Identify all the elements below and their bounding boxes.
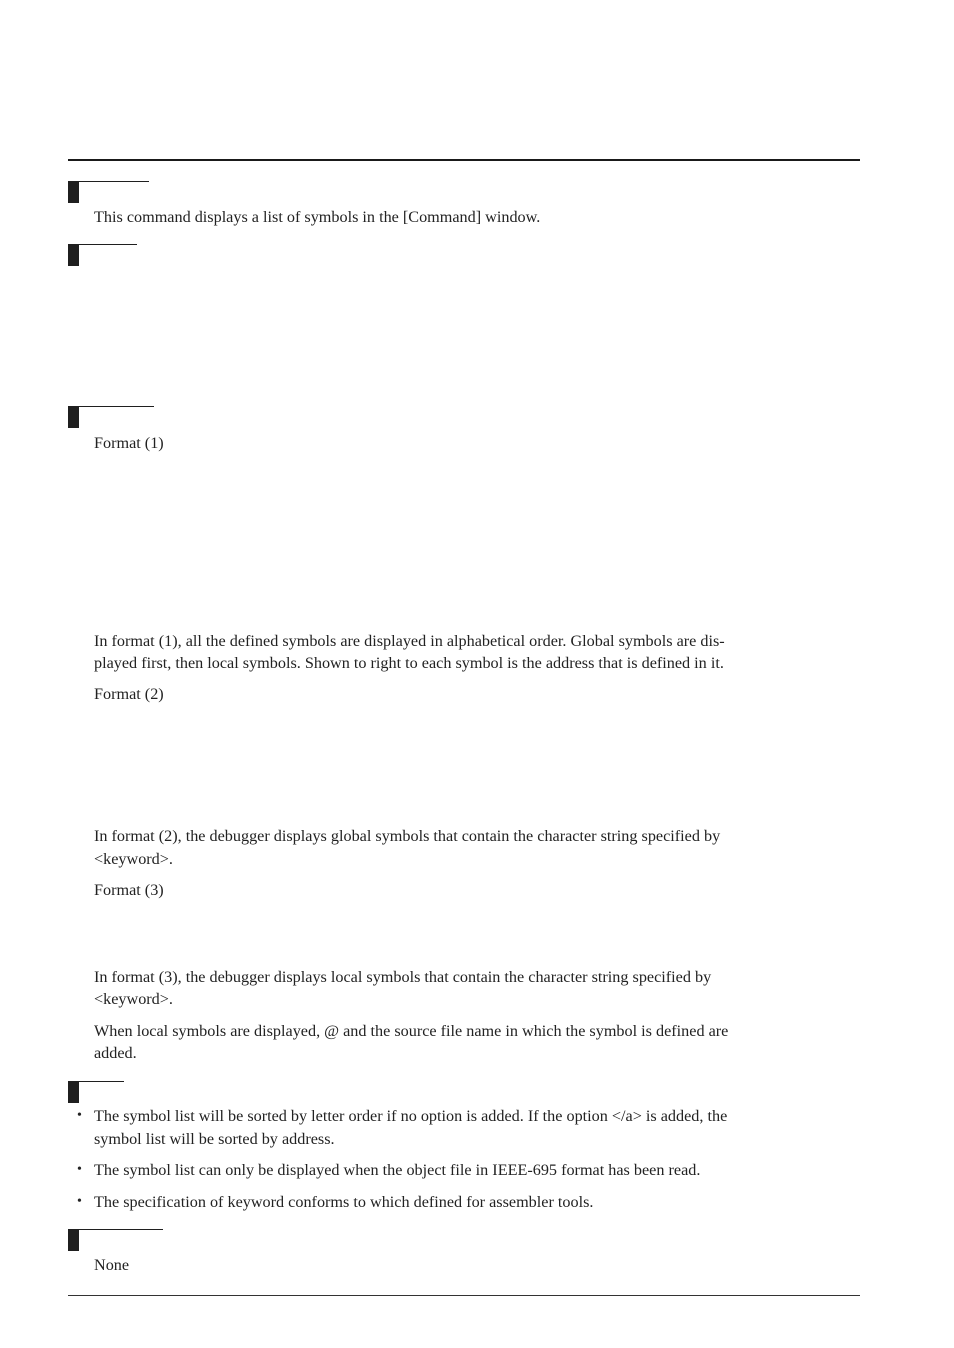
section-underline bbox=[79, 181, 149, 182]
format3-label: Format (3) bbox=[94, 881, 164, 899]
bullet-icon: • bbox=[77, 1194, 82, 1209]
format2-label: Format (2) bbox=[94, 685, 164, 703]
format3-desc-line2: <keyword>. bbox=[94, 990, 173, 1008]
local-note-line2: added. bbox=[94, 1044, 137, 1062]
note-item1-line1: The symbol list will be sorted by letter order if no option is added. If the option </a> is added, the bbox=[94, 1107, 728, 1125]
section-marker-description bbox=[68, 181, 79, 203]
bullet-icon: • bbox=[77, 1108, 82, 1123]
section-marker-function bbox=[68, 406, 79, 428]
section-marker-related bbox=[68, 1229, 79, 1251]
format1-label: Format (1) bbox=[94, 434, 164, 452]
format1-desc-line2: played first, then local symbols. Shown to right to each symbol is the address that is defined in it. bbox=[94, 654, 724, 672]
local-note-line1: When local symbols are displayed, @ and the source file name in which the symbol is defined are bbox=[94, 1022, 729, 1040]
format2-desc-line1: In format (2), the debugger displays global symbols that contain the character string specified by bbox=[94, 827, 721, 845]
section-underline bbox=[79, 406, 154, 407]
section-underline bbox=[79, 244, 137, 245]
header-rule bbox=[68, 159, 860, 161]
note-item3: The specification of keyword conforms to which defined for assembler tools. bbox=[94, 1193, 594, 1211]
format1-desc-line1: In format (1), all the defined symbols are displayed in alphabetical order. Global symbols are dis- bbox=[94, 632, 725, 650]
format3-desc-line1: In format (3), the debugger displays local symbols that contain the character string specified by bbox=[94, 968, 712, 986]
section-underline bbox=[79, 1229, 163, 1230]
note-item1-line2: symbol list will be sorted by address. bbox=[94, 1130, 335, 1148]
section-underline bbox=[79, 1081, 124, 1082]
section-marker-format bbox=[68, 244, 79, 266]
format2-desc-line2: <keyword>. bbox=[94, 850, 173, 868]
footer-rule bbox=[68, 1295, 860, 1296]
related-text: None bbox=[94, 1256, 130, 1274]
bullet-icon: • bbox=[77, 1162, 82, 1177]
description-text: This command displays a list of symbols in the [Command] window. bbox=[94, 208, 541, 226]
note-item2: The symbol list can only be displayed when the object file in IEEE-695 format has been read. bbox=[94, 1161, 701, 1179]
section-marker-notes bbox=[68, 1081, 79, 1103]
